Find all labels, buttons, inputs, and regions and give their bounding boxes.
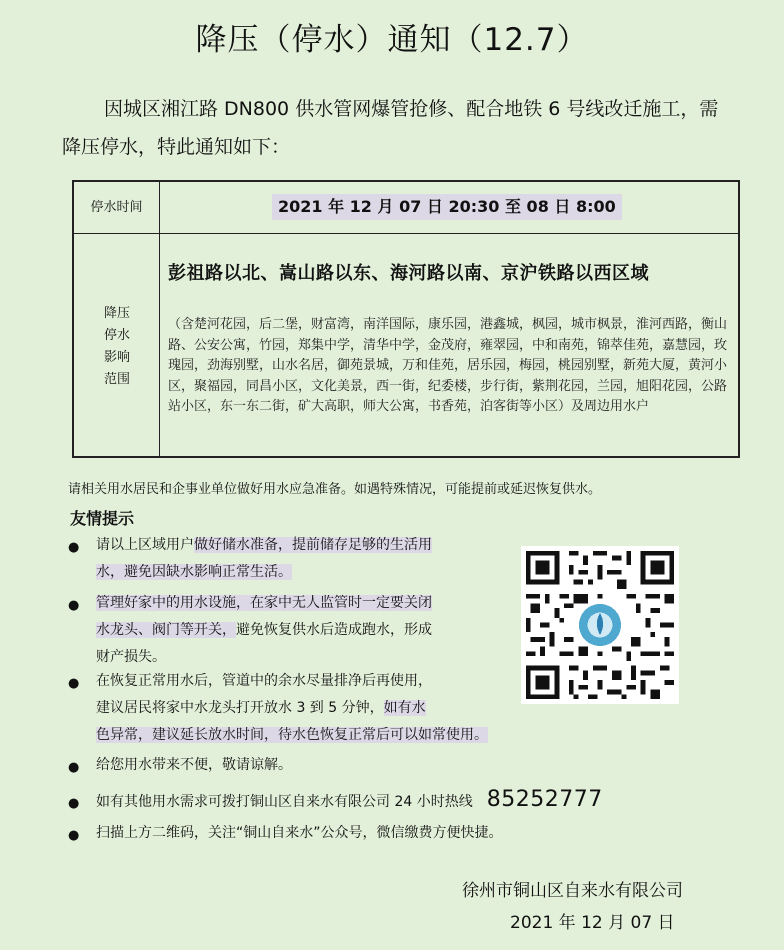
- preparation-note: 请相关用水居民和企事业单位做好用水应急准备。如遇特殊情况，可能提前或延迟恢复供水。: [68, 482, 602, 497]
- area-label-line: 影响: [103, 350, 130, 365]
- tip-text: 请以上区域用户: [96, 537, 194, 553]
- page-title: 降压（停水）通知（12.7）: [195, 22, 589, 58]
- tip-text: 避免恢复供水后造成跑水，形成: [236, 622, 432, 638]
- area-label-line: 范围: [103, 372, 130, 387]
- intro-paragraph: 因城区湘江路 DN800 供水管网爆管抢修、配合地铁 6 号线改迁施工，需降压停水，特此通知如下：: [62, 98, 719, 158]
- tips-heading: 友情提示: [70, 509, 135, 528]
- tip-text: 财产损失。: [96, 649, 166, 665]
- bullet: ●: [68, 796, 80, 811]
- tip-highlight: 如有水: [383, 700, 426, 716]
- tip-text: 建议居民将家中水龙头打开放水 3 到 5 分钟，: [96, 700, 384, 716]
- tip-highlight: 做好储水准备，提前储存足够的生活用: [194, 537, 432, 553]
- time-value: 2021 年 12 月 07 日 20:30 至 08 日 8:00: [272, 194, 622, 220]
- notice-table: [72, 180, 740, 458]
- tip-1: [96, 532, 516, 586]
- tip-5: [96, 786, 603, 816]
- tip-6: 扫描上方二维码，关注“铜山自来水”公众号，微信缴费方便快捷。: [96, 825, 503, 841]
- bullet: ●: [68, 676, 80, 691]
- area-detail: （含楚河花园，后二堡，财富湾，南洋国际，康乐园，港鑫城，枫园，城市枫景，淮河西路，衡山路、公安公寓，竹园，郑集中学，清华中学，金茂府，雍翠园，中和南苑，锦萃佳苑，嘉慧园，玫瑰园，劲海别墅，山水名居，御苑景城，万和佳苑，居乐园，梅园，桃园别墅，新苑大厦，黄河小区，聚福园，同昌小区，文化美景，西一街，纪委楼，步行街，紫荆花园，兰园，旭阳花园，公路站小区，东一东二街，矿大高职，师大公寓，书香苑，泊客街等小区）及周边用水户: [168, 317, 728, 414]
- bullet: ●: [68, 540, 80, 555]
- tip-highlight: 色异常，建议延长放水时间，待水色恢复正常后可以如常使用。: [96, 727, 488, 743]
- tip-text: 如有其他用水需求可拨打铜山区自来水有限公司 24 小时热线: [96, 794, 473, 810]
- time-label: 停水时间: [74, 182, 160, 233]
- area-label-cell: [74, 233, 160, 456]
- company-signature: 徐州市铜山区自来水有限公司: [462, 881, 683, 901]
- bullet: ●: [68, 760, 80, 775]
- tip-4: 给您用水带来不便，敬请谅解。: [96, 757, 292, 773]
- area-label: [74, 303, 160, 391]
- tip-highlight: 水龙头、阀门等开关，: [96, 622, 236, 638]
- area-label-line: 降压: [103, 306, 130, 321]
- hotline-number[interactable]: 85252777: [486, 787, 603, 812]
- table-row-time: [74, 182, 738, 234]
- tip-highlight: 管理好家中的用水设施，在家中无人监管时一定要关闭: [96, 595, 432, 611]
- area-label-line: 停水: [103, 328, 130, 343]
- bullet: ●: [68, 598, 80, 613]
- tip-text: 在恢复正常用水后，管道中的余水尽量排净后再使用，: [96, 673, 432, 689]
- table-row-area: [74, 233, 738, 456]
- tip-2: [96, 590, 516, 671]
- issue-date: 2021 年 12 月 07 日: [510, 913, 675, 933]
- qr-code-icon[interactable]: [521, 546, 679, 704]
- tip-highlight: 水，避免因缺水影响正常生活。: [96, 564, 292, 580]
- area-main: 彭祖路以北、嵩山路以东、海河路以南、京沪铁路以西区域: [168, 263, 649, 284]
- bullet: ●: [68, 828, 80, 843]
